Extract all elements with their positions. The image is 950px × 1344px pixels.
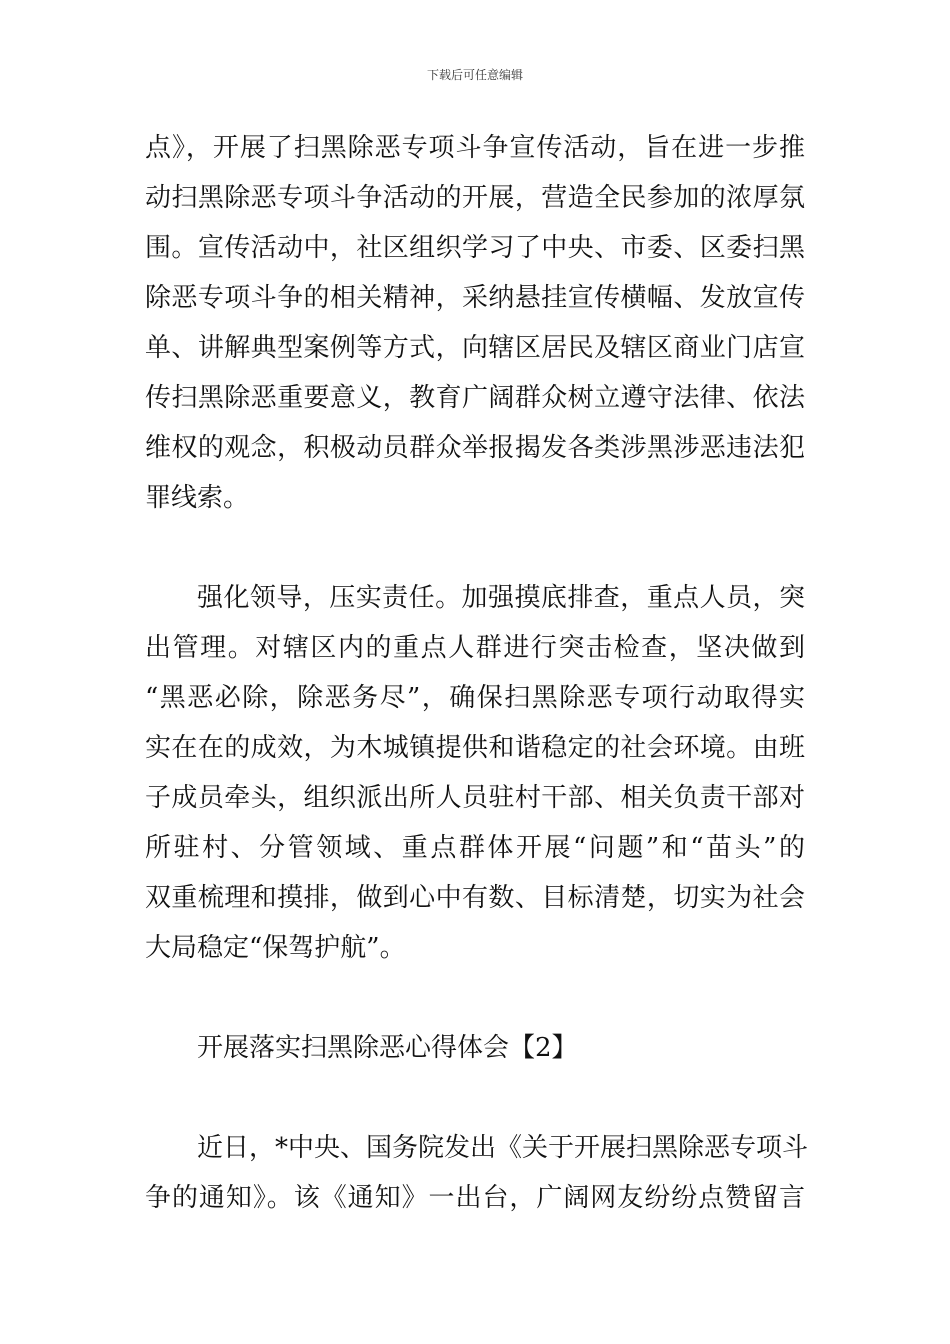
text-line: 双重梳理和摸排，做到心中有数、目标清楚，切实为社会 — [145, 883, 805, 913]
text-line: “黑恶必除，除恶务尽”，确保扫黑除恶专项行动取得实 — [145, 683, 805, 713]
text-line: 围。宣传活动中，社区组织学习了中央、市委、区委扫黑 — [145, 233, 805, 263]
text-line: 大局稳定“保驾护航”。 — [145, 933, 406, 963]
text-line: 出管理。对辖区内的重点人群进行突击检查，坚决做到 — [145, 633, 805, 663]
text-line: 近日，*中央、国务院发出《关于开展扫黑除恶专项斗 — [197, 1133, 809, 1163]
text-line: 除恶专项斗争的相关精神，采纳悬挂宣传横幅、发放宣传 — [145, 283, 805, 313]
header-note: 下载后可任意编辑 — [426, 68, 523, 82]
text-line: 点》，开展了扫黑除恶专项斗争宣传活动，旨在进一步推 — [145, 133, 805, 163]
text-line: 强化领导，压实责任。加强摸底排查，重点人员，突 — [197, 583, 805, 613]
section-heading: 开展落实扫黑除恶心得体会【2】 — [197, 1033, 578, 1063]
text-line: 实在在的成效，为木城镇提供和谐稳定的社会环境。由班 — [145, 733, 805, 763]
text-line: 子成员牵头，组织派出所人员驻村干部、相关负责干部对 — [145, 783, 805, 813]
text-line: 罪线索。 — [145, 483, 250, 513]
text-line: 争的通知》。该《通知》一出台，广阔网友纷纷点赞留言 — [145, 1183, 805, 1213]
text-line: 维权的观念，积极动员群众举报揭发各类涉黑涉恶违法犯 — [145, 433, 805, 463]
text-line: 单、讲解典型案例等方式，向辖区居民及辖区商业门店宣 — [145, 333, 805, 363]
text-line: 传扫黑除恶重要意义，教育广阔群众树立遵守法律、依法 — [145, 383, 805, 413]
text-line: 动扫黑除恶专项斗争活动的开展，营造全民参加的浓厚氛 — [145, 183, 805, 213]
text-line: 所驻村、分管领域、重点群体开展“问题”和“苗头”的 — [145, 833, 805, 863]
